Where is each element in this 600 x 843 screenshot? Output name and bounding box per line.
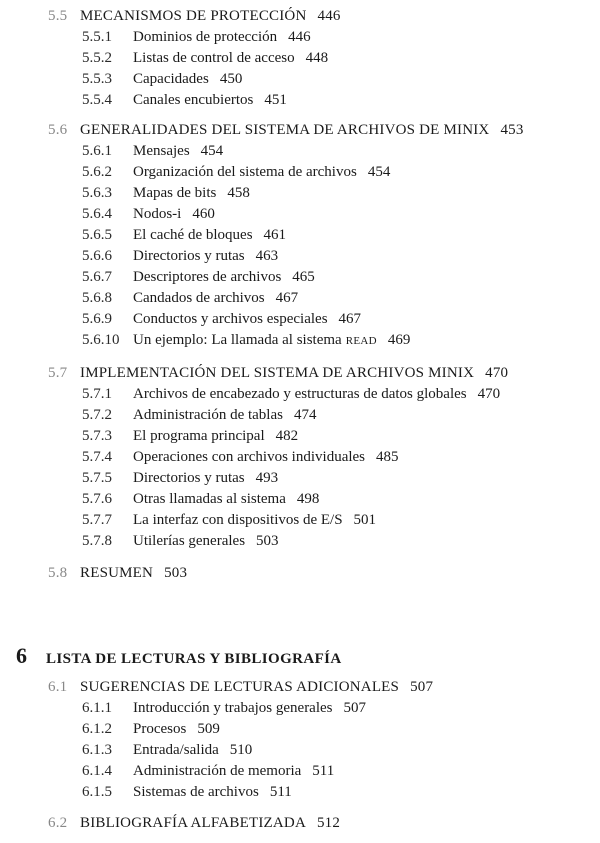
page-number: 503 [256,533,279,549]
page-number: 485 [376,449,399,465]
subsection-number: 5.5.4 [82,92,112,108]
subsection-title: Capacidades [133,71,209,87]
chapter-title: LISTA DE LECTURAS Y BIBLIOGRAFÍA [46,651,342,667]
subsection-entry [82,91,287,109]
section-number: 5.8 [48,565,68,581]
subsection-title: Listas de control de acceso [133,50,295,66]
subsection-title: Archivos de encabezado y estructuras de datos globales [133,386,467,402]
subsection-number: 5.5.2 [82,50,112,66]
page-number: 470 [477,386,501,402]
section-number: 6.1 [48,679,68,695]
page-number: 469 [387,332,411,348]
page-number: 511 [312,763,335,779]
page-number: 460 [192,206,215,222]
subsection-entry [82,289,298,307]
page-number: 510 [229,742,253,758]
subsection-title: Conductos y archivos especiales [133,311,328,327]
subsection-entry [82,532,279,550]
subsection-title: Dominios de protección [133,29,278,45]
subsection-number: 5.5.3 [82,71,112,87]
page-number: 493 [255,470,279,486]
subsection-entry [82,720,220,738]
page-number: 446 [288,29,311,45]
subsection-number: 5.6.7 [82,269,112,285]
subsection-number: 6.1.4 [82,763,112,779]
subsection-number: 5.6.3 [82,185,112,201]
subsection-title: Descriptores de archivos [133,269,282,285]
subsection-title: Organización del sistema de archivos [133,164,357,180]
section-entry [48,564,187,582]
subsection-entry [82,226,286,244]
page-number: 453 [500,122,524,138]
page-number: 461 [263,227,287,243]
subsection-title: La interfaz con dispositivos de E/S [133,512,343,528]
subsection-title: Operaciones con archivos individuales [133,449,366,465]
chapter-heading [16,643,342,669]
subsection-title: Utilerías generales [133,533,246,549]
subsection-number: 5.7.2 [82,407,112,423]
subsection-title: Otras llamadas al sistema [133,491,286,507]
subsection-entry [82,427,298,445]
subsection-title: Entrada/salida [133,742,219,758]
subsection-title: Canales encubiertos [133,92,254,108]
page-number: 512 [316,815,341,831]
section-title: MECANISMOS DE PROTECCIÓN [80,8,307,24]
subsection-entry [82,142,223,160]
subsection-entry [82,490,319,508]
subsection-number: 5.6.6 [82,248,112,264]
subsection-number: 5.6.9 [82,311,112,327]
subsection-entry [82,699,366,717]
page-number: 467 [338,311,362,327]
subsection-entry [82,448,399,466]
section-title: RESUMEN [80,565,154,581]
page-number: 511 [269,784,292,800]
page-number: 507 [343,700,367,716]
subsection-entry [82,184,250,202]
page-number: 454 [367,164,391,180]
subsection-number: 5.7.6 [82,491,112,507]
subsection-title: Mapas de bits [133,185,217,201]
subsection-entry [82,49,328,67]
small-caps-term: READ [345,335,377,347]
subsection-entry [82,469,278,487]
section-title: SUGERENCIAS DE LECTURAS ADICIONALES [80,679,400,695]
page-number: 507 [410,679,434,695]
section-number: 6.2 [48,815,68,831]
subsection-entry [82,385,500,403]
subsection-number: 6.1.1 [82,700,112,716]
subsection-title: Directorios y rutas [133,248,245,264]
subsection-entry [82,205,215,223]
subsection-entry [82,268,315,286]
page-number: 458 [227,185,250,201]
subsection-entry [82,247,278,265]
subsection-title: Administración de tablas [133,407,283,423]
page-number: 451 [264,92,287,108]
page-number: 482 [275,428,299,444]
subsection-entry [82,741,252,759]
subsection-entry [82,70,242,88]
subsection-title: Mensajes [133,143,190,159]
section-number: 5.7 [48,365,68,381]
subsection-number: 5.5.1 [82,29,112,45]
subsection-number: 5.7.1 [82,386,112,402]
subsection-title: Directorios y rutas [133,470,245,486]
section-title: GENERALIDADES DEL SISTEMA DE ARCHIVOS DE MINIX [80,122,490,138]
section-title: BIBLIOGRAFÍA ALFABETIZADA [80,815,306,831]
subsection-number: 6.1.5 [82,784,112,800]
subsection-title: Procesos [133,721,187,737]
subsection-title: Administración de memoria [133,763,302,779]
page-number: 501 [353,512,377,528]
subsection-entry [82,310,361,328]
subsection-number: 5.6.8 [82,290,112,306]
section-title: IMPLEMENTACIÓN DEL SISTEMA DE ARCHIVOS MINIX [80,365,475,381]
subsection-title: Sistemas de archivos [133,784,259,800]
page-number: 470 [485,365,509,381]
subsection-number: 5.6.5 [82,227,112,243]
page-number: 448 [305,50,329,66]
section-entry [48,364,508,382]
page-number: 498 [296,491,320,507]
subsection-entry [82,331,410,350]
subsection-number: 6.1.2 [82,721,112,737]
subsection-entry [82,406,316,424]
subsection-number: 5.7.7 [82,512,112,528]
section-entry [48,7,341,25]
section-entry [48,678,433,696]
subsection-title: El programa principal [133,428,265,444]
page-number: 454 [200,143,224,159]
page-number: 509 [197,721,220,737]
subsection-entry [82,762,334,780]
subsection-title: El caché de bloques [133,227,253,243]
subsection-number: 5.6.10 [82,332,120,348]
subsection-number: 5.7.4 [82,449,112,465]
page-number: 474 [293,407,317,423]
subsection-title: Introducción y trabajos generales [133,700,333,716]
page-number: 465 [292,269,315,285]
subsection-title: Candados de archivos [133,290,265,306]
page-number: 467 [275,290,299,306]
subsection-number: 5.6.4 [82,206,112,222]
subsection-title: Nodos-i [133,206,182,222]
section-number: 5.6 [48,122,68,138]
section-number: 5.5 [48,8,68,24]
subsection-number: 5.6.2 [82,164,112,180]
chapter-number: 6 [16,643,27,668]
page-number: 450 [219,71,243,87]
subsection-number: 5.7.5 [82,470,112,486]
page-number: 463 [255,248,279,264]
section-entry [48,121,524,139]
subsection-number: 5.7.3 [82,428,112,444]
subsection-entry [82,28,311,46]
page-number: 446 [317,8,341,24]
subsection-entry [82,783,292,801]
subsection-number: 5.7.8 [82,533,112,549]
subsection-number: 6.1.3 [82,742,112,758]
subsection-entry [82,511,376,529]
subsection-title: Un ejemplo: La llamada al sistema [133,332,342,348]
page-number: 503 [164,565,188,581]
section-entry [48,814,340,832]
subsection-entry [82,163,390,181]
subsection-number: 5.6.1 [82,143,112,159]
